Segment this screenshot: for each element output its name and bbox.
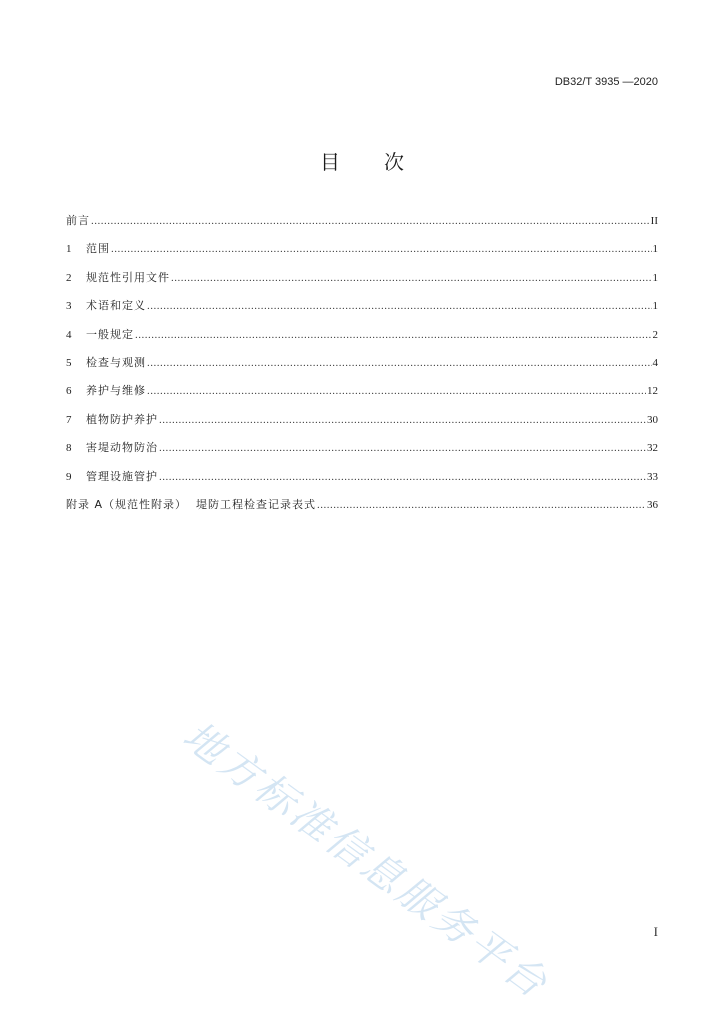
toc-entry-title: 附录 A（规范性附录） 堤防工程检查记录表式 [66,497,317,511]
toc-leader-dots [111,243,652,255]
toc-leader-dots [159,471,646,483]
toc-entry-title: 术语和定义 [86,299,146,313]
toc-entry-7[interactable] [66,411,658,439]
toc-entry-9[interactable] [66,468,658,496]
toc-entry-page: 4 [652,356,658,369]
toc-entry-number: 4 [66,328,72,341]
toc-entry-number: 9 [66,470,72,483]
toc-leader-dots [91,215,650,227]
toc-entry-2[interactable] [66,269,658,297]
toc-entry-title: 规范性引用文件 [86,270,170,284]
toc-entry-3[interactable] [66,297,658,325]
toc-entry-5[interactable] [66,354,658,382]
toc-entry-title: 一般规定 [86,327,134,341]
toc-leader-dots [159,414,646,426]
toc-entry-number: 6 [66,385,72,398]
title-char-1: 目 [320,150,340,174]
toc-entry-page: 36 [647,498,658,511]
toc-entry-page: 1 [652,300,658,313]
toc-entry-page: 1 [652,243,658,256]
toc-entry-page: 12 [647,385,658,398]
toc-entry-1[interactable] [66,240,658,268]
page-number: I [653,924,658,939]
toc-entry-number: 8 [66,442,72,455]
page-title [0,146,724,175]
toc-entry-number: 1 [66,243,72,256]
toc-entry-foreword[interactable] [66,212,658,240]
toc-entry-title: 范围 [86,242,110,256]
toc-leader-dots [317,499,646,511]
toc-leader-dots [159,442,646,454]
toc-leader-dots [147,300,652,312]
toc-entry-appendix-a[interactable] [66,496,658,524]
toc-entry-title: 植物防护养护 [86,412,158,426]
toc-entry-page: 30 [647,413,658,426]
toc-entry-number: 7 [66,413,72,426]
toc-entry-number: 2 [66,271,72,284]
title-char-2: 次 [384,150,404,174]
toc-entry-page: 1 [652,271,658,284]
watermark: 地方标准信息服务平台 [174,712,558,1009]
toc-entry-page: 33 [647,470,658,483]
toc-entry-6[interactable] [66,382,658,410]
toc-entry-number: 5 [66,356,72,369]
toc-entry-4[interactable] [66,326,658,354]
document-code: DB32/T 3935 —2020 [554,76,658,88]
toc-leader-dots [147,357,652,369]
toc-leader-dots [171,272,652,284]
toc-entry-page: 2 [652,328,658,341]
toc-entry-page: II [650,215,658,227]
toc-entry-title: 害堤动物防治 [86,441,158,455]
toc-leader-dots [147,385,646,397]
toc-entry-page: 32 [647,442,658,455]
toc-leader-dots [135,329,652,341]
toc-entry-title: 检查与观测 [86,355,146,369]
toc-entry-title: 管理设施管护 [86,469,158,483]
table-of-contents [66,212,658,524]
toc-entry-number: 3 [66,300,72,313]
toc-entry-title: 前言 [66,214,90,227]
toc-entry-8[interactable] [66,439,658,467]
toc-entry-title: 养护与维修 [86,384,146,398]
